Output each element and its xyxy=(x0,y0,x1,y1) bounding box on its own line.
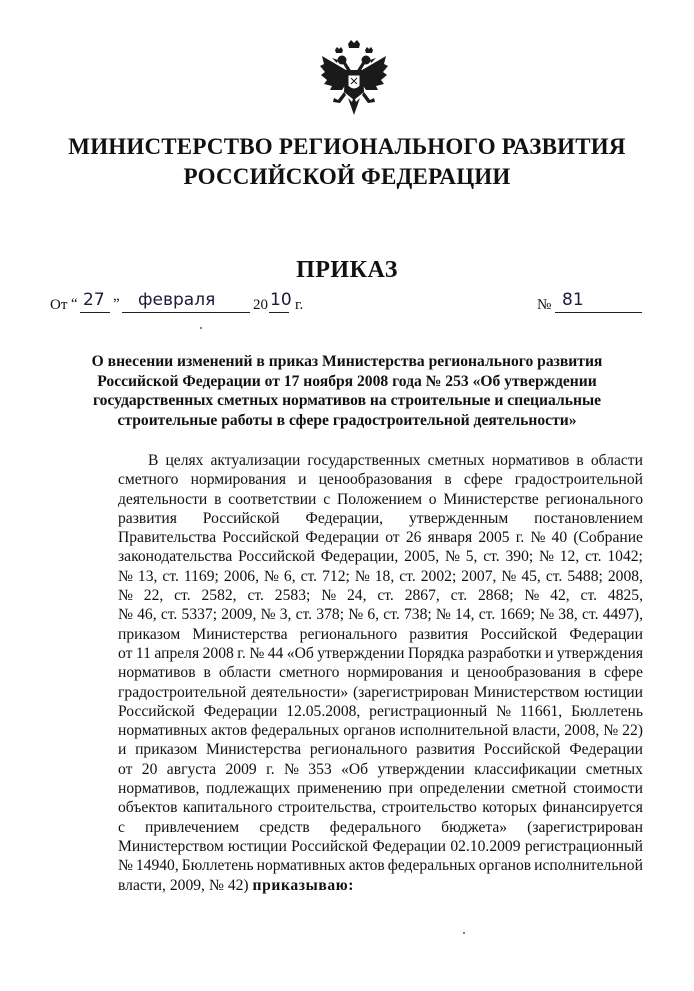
body-line: Российской Федерации 12.05.2008, регистрационный № 11661, Бюллетень xyxy=(118,702,643,720)
scan-speck xyxy=(200,327,202,329)
month-underline xyxy=(122,312,250,313)
ministry-name-line-1: МИНИСТЕРСТВО РЕГИОНАЛЬНОГО РАЗВИТИЯ xyxy=(68,134,626,159)
day-underline xyxy=(80,312,110,313)
quote-open: “ xyxy=(71,296,78,312)
body-line: нормативов, подлежащих применению при определении сметной стоимости xyxy=(118,780,643,798)
ministry-heading xyxy=(40,132,654,192)
year-underline xyxy=(269,312,289,313)
body-line: сметного нормирования и ценообразования в сфере градостроительной xyxy=(118,471,643,489)
body-line: В целях актуализации государственных сметных нормативов в области xyxy=(148,452,643,469)
year-suffix: г. xyxy=(295,297,304,313)
body-line: № 46, ст. 5337; 2009, № 3, ст. 378; № 6, ст. 738; № 14, ст. 1669; № 38, ст. 4497), xyxy=(118,606,643,624)
body-line: № 22, ст. 2582, ст. 2583; № 24, ст. 2867, ст. 2868; № 42, ст. 4825, xyxy=(118,587,643,605)
body-line: от 20 августа 2009 г. № 353 «Об утверждении классификации сметных xyxy=(118,760,643,778)
body-line: с привлечением средств федерального бюджета» (зарегистрирован xyxy=(118,818,643,836)
order-day: 27 xyxy=(83,290,105,310)
order-dateline xyxy=(50,290,642,316)
closing-word: приказываю: xyxy=(252,876,355,894)
subject-line: Российской Федерации от 17 ноября 2008 года № 253 «Об утверждении xyxy=(97,372,597,390)
year-prefix: 20 xyxy=(253,297,268,313)
body-line: нормативов в области сметного нормирования и ценообразования в сфере xyxy=(118,664,643,682)
body-line: объектов капитального строительства, строительство которых финансируется xyxy=(118,799,643,817)
body-line: градостроительной деятельности» (зарегистрирован Министерством юстиции xyxy=(118,683,643,701)
order-title: ПРИКАЗ xyxy=(296,257,398,283)
body-line: деятельности в соответствии с Положением о Министерстве регионального xyxy=(118,490,643,508)
body-line: № 13, ст. 1169; 2006, № 6, ст. 712; № 18, ст. 2002; 2007, № 45, ст. 5488; 2008, xyxy=(118,567,643,585)
subject-line: государственных сметных нормативов на строительные и специальные xyxy=(92,392,602,409)
ministry-name-line-2: РОССИЙСКОЙ ФЕДЕРАЦИИ xyxy=(183,164,511,189)
number-label: № xyxy=(537,297,552,313)
scan-speck xyxy=(463,932,465,934)
order-year: 10 xyxy=(270,290,292,310)
subject-line: О внесении изменений в приказ Министерства регионального развития xyxy=(91,353,603,370)
from-label: От xyxy=(50,297,68,313)
body-line: приказом Министерства регионального развития Российской Федерации xyxy=(118,625,643,643)
order-body-text xyxy=(118,451,643,895)
body-line: власти, 2009, № 42) приказываю: xyxy=(118,876,355,894)
body-line: законодательства Российской Федерации, 2005, № 5, ст. 390; № 12, ст. 1042; xyxy=(118,548,643,566)
body-line: № 14940, Бюллетень нормативных актов федеральных органов исполнительной xyxy=(118,857,643,875)
double-headed-eagle-emblem xyxy=(318,40,390,120)
order-subject xyxy=(66,352,628,430)
subject-line: строительные работы в сфере градостроительной деятельности» xyxy=(117,411,577,429)
body-line: развития Российской Федерации, утвержденным постановлением xyxy=(118,509,643,527)
order-number: 81 xyxy=(562,290,584,310)
number-underline xyxy=(555,312,642,313)
body-line: и приказом Министерства регионального развития Российской Федерации xyxy=(118,741,643,759)
body-line: нормативных актов федеральных органов исполнительной власти, 2008, № 22) xyxy=(118,722,643,740)
body-line: Правительства Российской Федерации от 26 января 2005 г. № 40 (Собрание xyxy=(118,529,643,547)
body-line: Министерством юстиции Российской Федерации 02.10.2009 регистрационный xyxy=(118,837,643,855)
body-line: от 11 апреля 2008 г. № 44 «Об утверждении Порядка разработки и утверждения xyxy=(118,644,643,662)
quote-close: ” xyxy=(113,296,120,312)
order-month: февраля xyxy=(138,290,216,310)
